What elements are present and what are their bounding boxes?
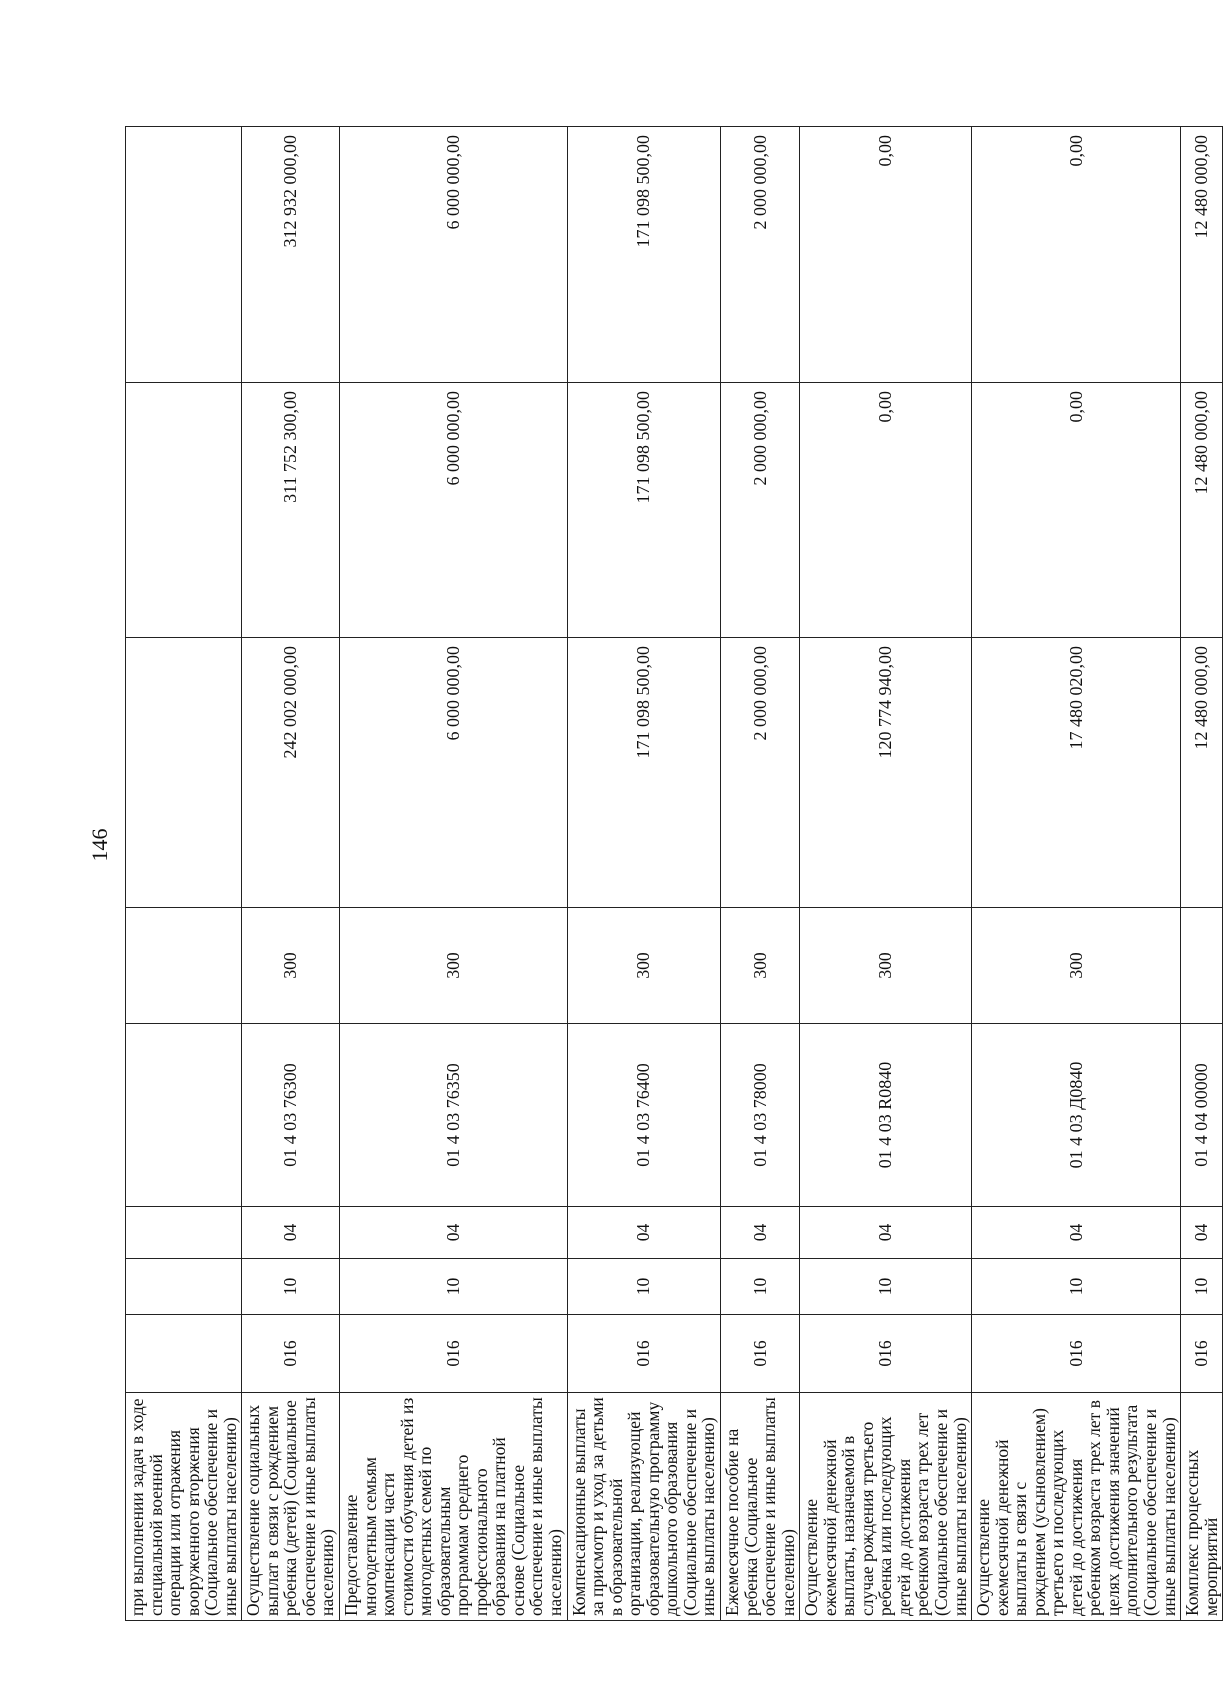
table-row xyxy=(340,127,568,1621)
row-ved: 016 xyxy=(567,1315,720,1393)
row-ved xyxy=(126,1315,242,1393)
row-ved: 016 xyxy=(1181,1315,1223,1393)
row-name: Ежемесячное пособие на ребенка (Социальное обеспечение и иные выплаты населению) xyxy=(720,1393,799,1621)
row-sum-2: 311 752 300,00 xyxy=(242,383,340,638)
row-csr xyxy=(126,1024,242,1207)
row-ved: 016 xyxy=(720,1315,799,1393)
row-sum-3: 0,00 xyxy=(972,127,1181,383)
table-row xyxy=(1181,127,1223,1621)
row-vr xyxy=(1181,908,1223,1024)
row-name: при выполнении задач в ходе специальной военной операции или отражения вооруженного вторжения (Социальное обеспечение и иные выплаты населению) xyxy=(126,1393,242,1621)
row-pr: 04 xyxy=(1181,1207,1223,1259)
row-sum-1 xyxy=(126,638,242,908)
row-sum-2 xyxy=(126,383,242,638)
row-csr: 01 4 03 76350 xyxy=(340,1024,568,1207)
table-row xyxy=(720,127,799,1621)
table-row xyxy=(126,127,242,1621)
rotated-page-content xyxy=(125,127,1221,1621)
row-sum-2: 2 000 000,00 xyxy=(720,383,799,638)
page-number: 146 xyxy=(87,828,112,862)
row-sum-3: 0,00 xyxy=(800,127,972,383)
row-rz: 10 xyxy=(800,1259,972,1315)
row-sum-1: 120 774 940,00 xyxy=(800,638,972,908)
row-sum-2: 171 098 500,00 xyxy=(567,383,720,638)
row-vr: 300 xyxy=(242,908,340,1024)
row-sum-2: 12 480 000,00 xyxy=(1181,383,1223,638)
row-name: Осуществление социальных выплат в связи с рождением ребенка (детей) (Социальное обеспечение и иные выплаты населению) xyxy=(242,1393,340,1621)
row-vr: 300 xyxy=(567,908,720,1024)
row-rz: 10 xyxy=(720,1259,799,1315)
row-vr: 300 xyxy=(972,908,1181,1024)
row-rz xyxy=(126,1259,242,1315)
row-rz: 10 xyxy=(972,1259,1181,1315)
row-name: Компенсационные выплаты за присмотр и уход за детьми в образовательной организации, реализующей образовательную программу дошкольного образования (Социальное обеспечение и иные выплаты населению) xyxy=(567,1393,720,1621)
row-rz: 10 xyxy=(340,1259,568,1315)
row-sum-1: 17 480 020,00 xyxy=(972,638,1181,908)
row-name: Предоставление многодетным семьям компенсации части стоимости обучения детей из многодетных семей по образовательным программам среднего профессионального образования на платной основе (Социальное обеспечение и иные выплаты населению) xyxy=(340,1393,568,1621)
row-vr xyxy=(126,908,242,1024)
row-ved: 016 xyxy=(800,1315,972,1393)
row-sum-1: 2 000 000,00 xyxy=(720,638,799,908)
row-pr: 04 xyxy=(720,1207,799,1259)
row-csr: 01 4 03 76400 xyxy=(567,1024,720,1207)
row-pr: 04 xyxy=(972,1207,1181,1259)
row-csr: 01 4 03 R0840 xyxy=(800,1024,972,1207)
table-row xyxy=(567,127,720,1621)
row-sum-1: 6 000 000,00 xyxy=(340,638,568,908)
row-sum-2: 0,00 xyxy=(972,383,1181,638)
row-csr: 01 4 03 76300 xyxy=(242,1024,340,1207)
row-pr: 04 xyxy=(800,1207,972,1259)
row-sum-1: 242 002 000,00 xyxy=(242,638,340,908)
row-ved: 016 xyxy=(340,1315,568,1393)
row-vr: 300 xyxy=(340,908,568,1024)
row-pr xyxy=(126,1207,242,1259)
row-sum-3: 6 000 000,00 xyxy=(340,127,568,383)
row-sum-2: 6 000 000,00 xyxy=(340,383,568,638)
table-row xyxy=(972,127,1181,1621)
row-rz: 10 xyxy=(1181,1259,1223,1315)
row-csr: 01 4 03 Д0840 xyxy=(972,1024,1181,1207)
row-name: Осуществление ежемесячной денежной выплаты, назначаемой в случае рождения третьего ребенка или последующих детей до достижения ребенком возраста трех лет (Социальное обеспечение и иные выплаты населению) xyxy=(800,1393,972,1621)
row-rz: 10 xyxy=(567,1259,720,1315)
row-sum-3: 2 000 000,00 xyxy=(720,127,799,383)
row-sum-1: 171 098 500,00 xyxy=(567,638,720,908)
row-vr: 300 xyxy=(800,908,972,1024)
row-csr: 01 4 04 00000 xyxy=(1181,1024,1223,1207)
row-rz: 10 xyxy=(242,1259,340,1315)
row-sum-2: 0,00 xyxy=(800,383,972,638)
row-sum-3: 12 480 000,00 xyxy=(1181,127,1223,383)
row-pr: 04 xyxy=(340,1207,568,1259)
row-name: Осуществление ежемесячной денежной выплаты в связи с рождением (усыновлением) третьего и последующих детей до достижения ребенком возраста трех лет в целях достижения значений дополнительного результата (Социальное обеспечение и иные выплаты населению) xyxy=(972,1393,1181,1621)
row-vr: 300 xyxy=(720,908,799,1024)
row-pr: 04 xyxy=(567,1207,720,1259)
table-row xyxy=(242,127,340,1621)
row-sum-3 xyxy=(126,127,242,383)
table-row xyxy=(800,127,972,1621)
row-pr: 04 xyxy=(242,1207,340,1259)
row-sum-1: 12 480 000,00 xyxy=(1181,638,1223,908)
row-ved: 016 xyxy=(242,1315,340,1393)
row-ved: 016 xyxy=(972,1315,1181,1393)
row-sum-3: 312 932 000,00 xyxy=(242,127,340,383)
row-name: Комплекс процессных мероприятий xyxy=(1181,1393,1223,1621)
row-csr: 01 4 03 78000 xyxy=(720,1024,799,1207)
budget-table xyxy=(125,126,1223,1621)
row-sum-3: 171 098 500,00 xyxy=(567,127,720,383)
